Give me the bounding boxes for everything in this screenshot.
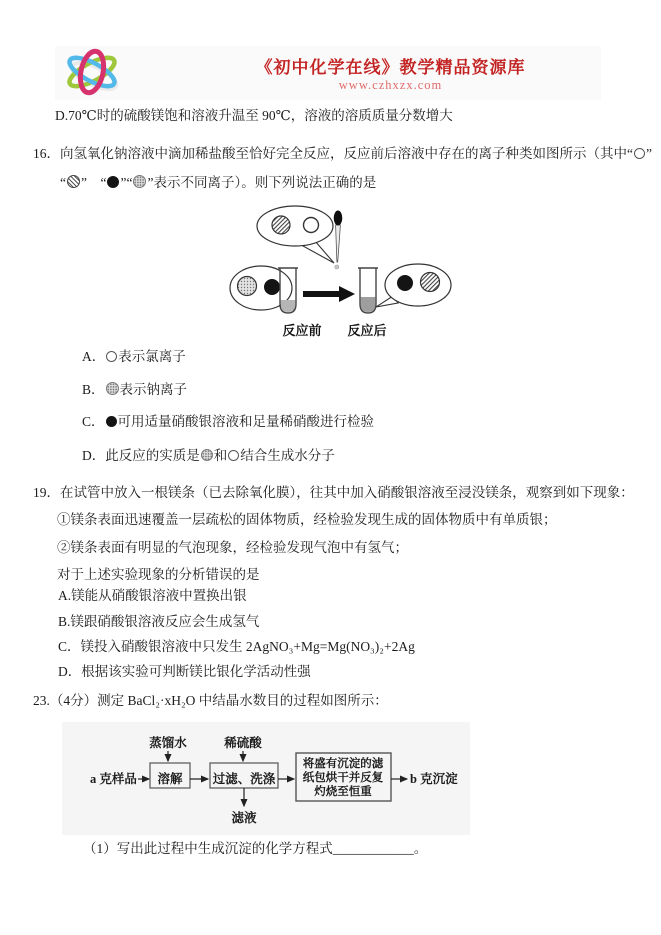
q19-option-d: D．根据该实验可判断镁比银化学活动性强 [58,664,311,679]
filled-circle-icon [106,416,117,427]
after-tube-liquid [361,297,376,312]
q16-option-d: D．此反应的实质是 和 结合生成水分子 [82,448,335,463]
atom-orbits-logo-icon [61,48,125,98]
dropper-ions-bubble [257,206,333,246]
hatched-circle-icon [67,175,80,188]
flow-water-label: 蒸馏水 [149,736,187,750]
q19-prompt: 对于上述实验现象的分析错误的是 [57,567,260,582]
hatched-ion-icon [272,216,290,234]
open-ion-icon [304,218,319,233]
svg-text:过滤、洗涤: 过滤、洗涤 [212,772,276,786]
open-circle-icon [228,450,239,461]
q19-option-a: A.镁能从硝酸银溶液中置换出银 [58,588,247,603]
open-circle-icon [106,351,117,362]
stippled-circle-icon [133,175,146,188]
site-title: 《初中化学在线》教学精品资源库 [255,58,526,77]
flow-filtrate-label: 滤液 [231,811,257,825]
svg-text:纸包烘干并反复: 纸包烘干并反复 [302,772,384,784]
q19-option-c: C．镁投入硝酸银溶液中只发生 2AgNO₃+Mg=Mg(NO₃)₂+2Ag [58,639,415,654]
svg-text:将盛有沉淀的滤: 将盛有沉淀的滤 [302,758,384,770]
site-banner [55,46,601,100]
q19-observation-2: ②镁条表面有明显的气泡现象，经检验发现气泡中有氢气； [57,540,408,555]
stippled-circle-icon [201,449,213,461]
q16-option-b: B． 表示钠离子 [82,382,188,397]
q19-option-b: B.镁跟硝酸银溶液反应会生成氢气 [58,614,260,629]
before-tube-liquid [281,300,296,312]
site-url: www.czhxzx.com [338,78,443,92]
after-ions-bubble [385,264,451,306]
filled-ion-icon [264,279,280,295]
q16-option-a: A． 表示氯离子 [82,349,186,364]
label-before-reaction: 反应前 [282,323,322,338]
question-23-stem: 23.（4分）测定 BaCl₂·xH₂O 中结晶水数目的过程如图所示： [33,693,388,708]
question-19-stem: 19．在试管中放入一根镁条（已去除氧化膜），往其中加入硝酸银溶液至浸没镁条，观察到如下现象： [33,485,634,500]
open-circle-icon [634,148,645,159]
filled-ion-icon [397,275,413,291]
stippled-circle-icon [106,382,119,395]
hatched-ion-icon [421,273,440,292]
reaction-ions-diagram [225,205,460,350]
prev-question-option-d: D.70℃时的硫酸镁饱和溶液升温至 90℃，溶液的溶质质量分数增大 [55,108,453,123]
reaction-arrow-icon [303,286,355,302]
flow-acid-label: 稀硫酸 [224,736,262,750]
question-16-stem-line2: “ ” “ ”“ ”表示不同离子）。则下列说法正确的是 [60,175,377,190]
falling-drop [335,265,339,269]
filled-circle-icon [107,176,119,188]
experiment-flowchart [62,722,470,835]
q16-option-c: C． 可用适量硝酸银溶液和足量稀硝酸进行检验 [82,414,375,429]
flow-sample-label: a 克样品 [90,772,137,786]
stippled-ion-icon [238,277,257,296]
label-after-reaction: 反应后 [347,323,387,338]
q19-observation-1: ①镁条表面迅速覆盖一层疏松的固体物质，经检验发现生成的固体物质中有单质银； [57,512,557,527]
dropper-bulb [334,211,343,226]
dropper-pipette [336,225,341,262]
svg-text:灼烧至恒重: 灼烧至恒重 [314,786,372,798]
flow-precipitate-label: b 克沉淀 [410,772,458,786]
svg-text:溶解: 溶解 [157,772,183,786]
q23-subquestion-1: （1）写出此过程中生成沉淀的化学方程式____________。 [83,841,428,856]
question-16-stem: 16．向氢氧化钠溶液中滴加稀盐酸至恰好完全反应，反应前后溶液中存在的离子种类如图所示（其中“ ” [33,146,652,161]
